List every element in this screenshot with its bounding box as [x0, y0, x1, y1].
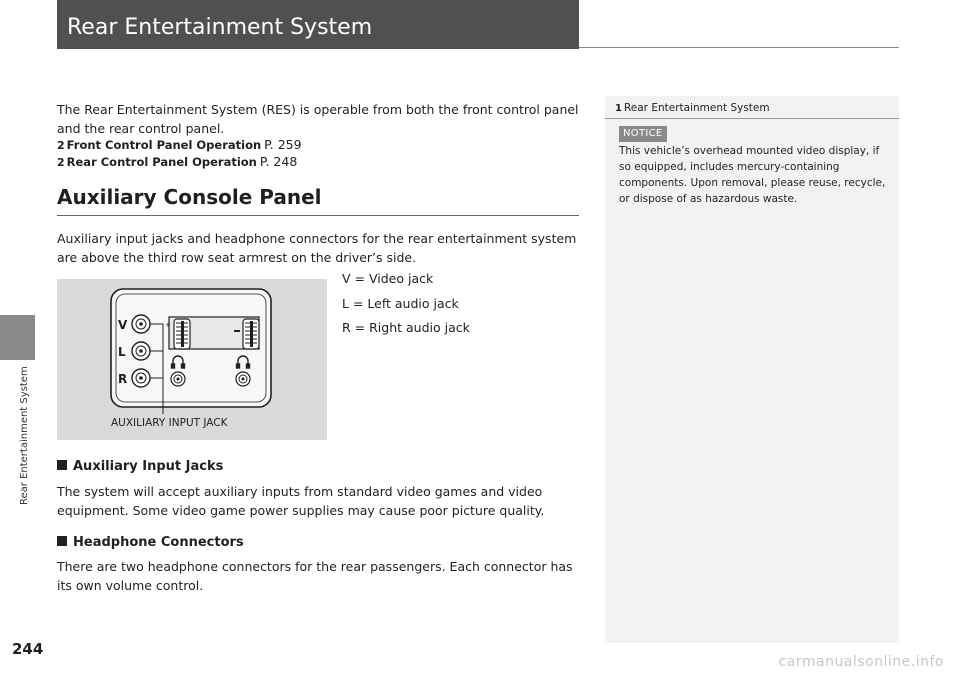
xref-front-control-panel[interactable]: [57, 137, 302, 154]
title-rule: [579, 47, 899, 48]
legend-left-audio: L = Left audio jack: [342, 296, 459, 311]
watermark: carmanualsonline.info: [778, 654, 944, 670]
console-panel-figure: [57, 279, 327, 440]
xref-label: Rear Control Panel Operation: [66, 155, 257, 169]
square-bullet-icon: [57, 460, 67, 470]
volume-wheel-icon: [174, 319, 190, 349]
notice-badge: NOTICE: [619, 126, 667, 142]
sidebar-rule: [605, 118, 899, 119]
sidebar-note: [605, 96, 899, 643]
section-rule: [57, 215, 579, 216]
left-audio-jack-icon: [132, 342, 150, 360]
xref-page: P. 248: [259, 154, 298, 169]
headphone-jack-icon: [171, 372, 185, 386]
console-panel-illustration: [57, 279, 327, 440]
square-bullet-icon: [57, 536, 67, 546]
jack-letter-l: L: [118, 345, 126, 359]
legend-right-audio: R = Right audio jack: [342, 320, 470, 335]
auxiliary-input-paragraph: The system will accept auxiliary inputs from standard video games and video equipment. Some video game power supplies may cause poor picture quality.: [57, 484, 545, 518]
sidebar-title: [615, 102, 770, 114]
jack-letter-v: V: [118, 318, 128, 332]
xref-page: P. 259: [264, 137, 302, 152]
headphone-connectors-paragraph: There are two headphone connectors for the rear passengers. Each connector has its own volume control.: [57, 559, 573, 593]
subheading-headphone-connectors: [57, 534, 244, 552]
intro-paragraph: The Rear Entertainment System (RES) is operable from both the front control panel and the rear control panel.: [57, 102, 579, 136]
section-title: Auxiliary Console Panel: [57, 185, 322, 209]
svg-text:+: +: [165, 321, 171, 329]
xref-label: Front Control Panel Operation: [66, 138, 262, 152]
section-paragraph: Auxiliary input jacks and headphone connectors for the rear entertainment system are above the third row seat armrest on the driver’s side.: [57, 231, 577, 265]
side-chapter-label: Rear Entertainment System: [19, 366, 30, 505]
right-audio-jack-icon: [132, 369, 150, 387]
video-jack-icon: [132, 315, 150, 333]
sidebar-title-text: Rear Entertainment System: [623, 102, 770, 114]
jack-letter-r: R: [118, 372, 128, 386]
subheading-auxiliary-input-jacks: [57, 458, 223, 476]
note-marker-icon: 1: [615, 103, 622, 114]
headphone-jack-icon: [236, 372, 250, 386]
legend-video: V = Video jack: [342, 271, 434, 286]
xref-rear-control-panel[interactable]: [57, 154, 297, 171]
figure-caption: AUXILIARY INPUT JACK: [111, 417, 228, 429]
page-number: 244: [12, 640, 44, 658]
xref-arrow-icon: 2: [57, 156, 65, 169]
xref-arrow-icon: 2: [57, 139, 65, 152]
volume-wheel-icon: [243, 319, 259, 349]
page-title: Rear Entertainment System: [57, 0, 579, 49]
notice-text: This vehicle’s overhead mounted video display, if so equipped, includes mercury-containing components. Upon removal, please reuse, recycle, or dispose of as hazardous waste.: [619, 145, 886, 205]
subheading-text: Headphone Connectors: [73, 535, 244, 550]
subheading-text: Auxiliary Input Jacks: [73, 459, 224, 474]
